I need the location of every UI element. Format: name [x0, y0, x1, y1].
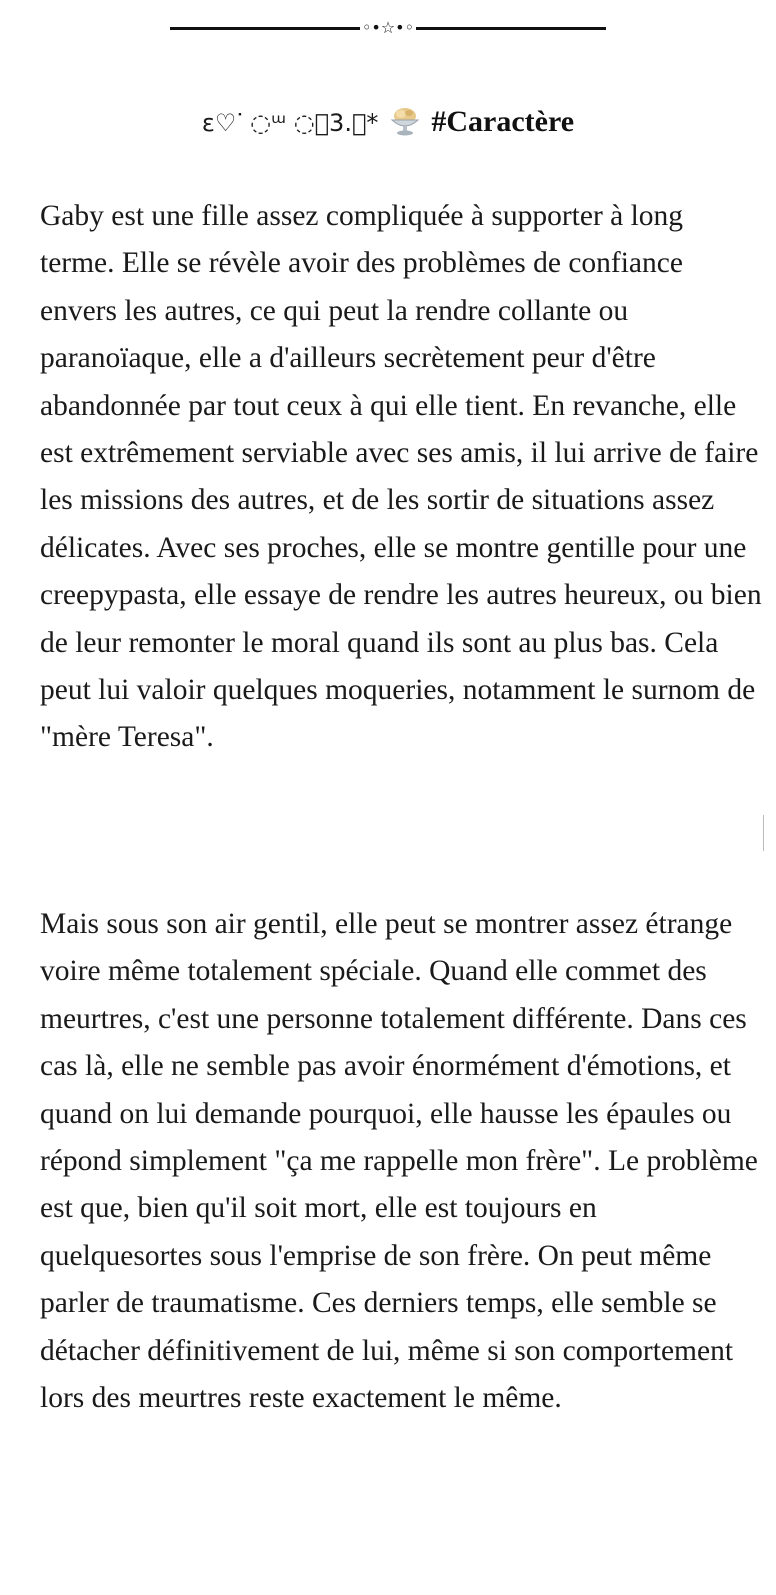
paragraph-personality: Gaby est une fille assez compliquée à supporter à long terme. Elle se révèle avoir des problèmes de confiance envers les autres, ce qui peut la rendre collante ou paranoïaque, elle a d'ailleurs secrètement peur d'être abandonnée par tout ceux à qui elle tient. En revanche, elle est extrêmement serviable avec ses amis, il lui arrive de faire les missions des autres, et de les sortir de situations assez délicates. Avec ses proches, elle se montre gentille pour une creepypasta, elle essaye de rendre les autres heureux, ou bien de leur remonter le moral quand ils sont au plus bas. Cela peut lui valoir quelques moqueries, notamment le surnom de "mère Teresa". — [40, 200, 762, 754]
section-title: #Caractère — [431, 105, 575, 138]
divider-line-right — [416, 27, 606, 30]
paragraph-dark-side: Mais sous son air gentil, elle peut se montrer assez étrange voire même totalement spéciale. Quand elle commet des meurtres, c'est une personne totalement différente. Dans ces cas là, elle ne semble pas avoir énormément d'émotions, et quand on lui demande pourquoi, elle hausse les épaules ou répond simplement "ça me rappelle mon frère". Le problème est que, bien qu'il soit mort, elle est toujours en quelquesortes sous l'emprise de son frère. On peut même parler de traumatisme. Ces derniers temps, elle semble se détacher définitivement de lui, même si son comportement lors des meurtres reste exactement le même. — [40, 908, 758, 1415]
scrollbar-thumb[interactable] — [763, 815, 764, 851]
ice-cream-bowl-icon — [388, 103, 422, 137]
section-heading — [0, 100, 776, 145]
divider-star-ornament: ◦•☆•◦ — [361, 18, 415, 37]
divider-line-left — [170, 27, 360, 30]
heading-decoration: ε♡ᐝ ◌ᵚ ◌ᷦ3.⑅* — [201, 109, 379, 137]
section-divider — [0, 18, 776, 38]
